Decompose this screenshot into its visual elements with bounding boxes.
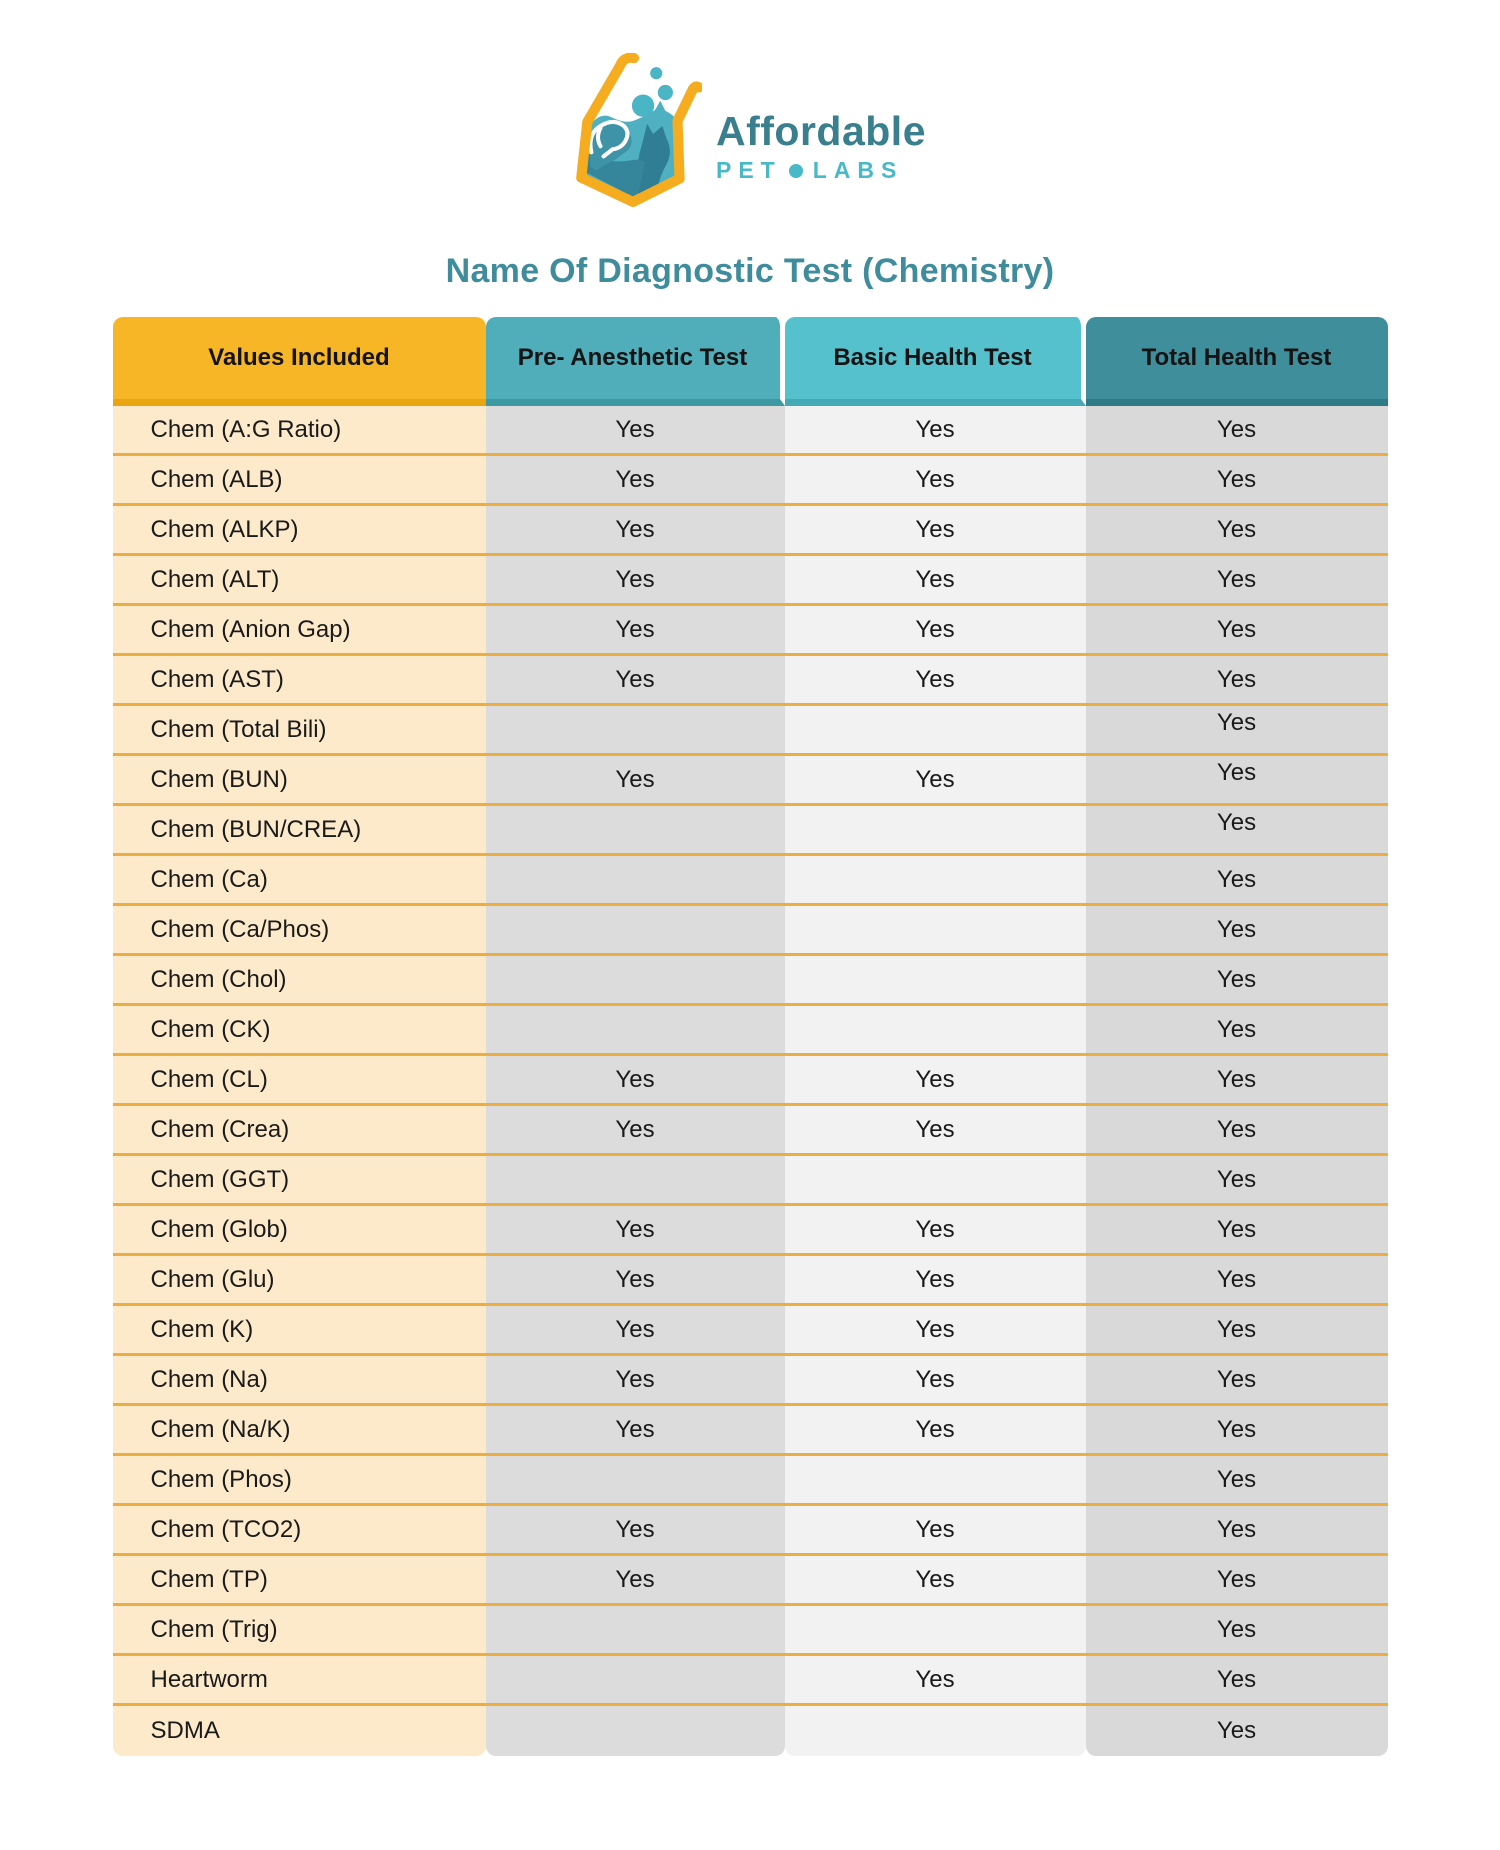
yes-cell: Yes	[486, 506, 785, 553]
row-label: Chem (BUN/CREA)	[113, 806, 486, 853]
empty-cell	[785, 1006, 1086, 1053]
yes-cell: Yes	[486, 1556, 785, 1603]
empty-cell	[785, 706, 1086, 753]
yes-cell: Yes	[1086, 1706, 1388, 1756]
row-label: Chem (Glu)	[113, 1256, 486, 1303]
empty-cell	[486, 906, 785, 953]
yes-cell: Yes	[1086, 1456, 1388, 1503]
empty-cell	[785, 1156, 1086, 1203]
flask-logo-icon	[574, 53, 702, 207]
row-label: Chem (TCO2)	[113, 1506, 486, 1553]
row-label: Chem (ALT)	[113, 556, 486, 603]
table-row	[113, 456, 1388, 506]
yes-cell: Yes	[1086, 756, 1388, 803]
empty-cell	[486, 1156, 785, 1203]
yes-cell: Yes	[1086, 906, 1388, 953]
empty-cell	[486, 956, 785, 1003]
row-label: Chem (Phos)	[113, 1456, 486, 1503]
table-row	[113, 1556, 1388, 1606]
yes-cell: Yes	[486, 756, 785, 803]
yes-cell: Yes	[486, 556, 785, 603]
yes-cell: Yes	[785, 1656, 1086, 1703]
yes-cell: Yes	[1086, 1056, 1388, 1103]
yes-cell: Yes	[1086, 1606, 1388, 1653]
row-label: Chem (CK)	[113, 1006, 486, 1053]
table-row	[113, 1256, 1388, 1306]
table-row	[113, 1206, 1388, 1256]
yes-cell: Yes	[486, 456, 785, 503]
yes-cell: Yes	[1086, 706, 1388, 753]
brand-dot-icon	[789, 164, 803, 178]
row-label: Heartworm	[113, 1656, 486, 1703]
row-label: Chem (Ca)	[113, 856, 486, 903]
yes-cell: Yes	[1086, 1556, 1388, 1603]
yes-cell: Yes	[486, 1406, 785, 1453]
yes-cell: Yes	[1086, 456, 1388, 503]
row-label: Chem (CL)	[113, 1056, 486, 1103]
yes-cell: Yes	[1086, 606, 1388, 653]
yes-cell: Yes	[785, 506, 1086, 553]
yes-cell: Yes	[785, 1306, 1086, 1353]
table-row	[113, 656, 1388, 706]
brand-text	[716, 107, 926, 184]
yes-cell: Yes	[1086, 956, 1388, 1003]
yes-cell: Yes	[1086, 1006, 1388, 1053]
row-label: Chem (TP)	[113, 1556, 486, 1603]
yes-cell: Yes	[486, 1306, 785, 1353]
yes-cell: Yes	[1086, 1156, 1388, 1203]
yes-cell: Yes	[1086, 1106, 1388, 1153]
yes-cell: Yes	[486, 1056, 785, 1103]
empty-cell	[486, 1006, 785, 1053]
yes-cell: Yes	[785, 456, 1086, 503]
yes-cell: Yes	[785, 756, 1086, 803]
column-header-total-health-test: Total Health Test	[1086, 317, 1388, 406]
table-row	[113, 1306, 1388, 1356]
table-row	[113, 1406, 1388, 1456]
empty-cell	[486, 806, 785, 853]
table-header-row	[113, 317, 1388, 406]
empty-cell	[785, 1706, 1086, 1756]
yes-cell: Yes	[486, 1106, 785, 1153]
table-row	[113, 606, 1388, 656]
yes-cell: Yes	[785, 1206, 1086, 1253]
yes-cell: Yes	[785, 1106, 1086, 1153]
row-label: Chem (AST)	[113, 656, 486, 703]
row-label: Chem (ALKP)	[113, 506, 486, 553]
table-row	[113, 1156, 1388, 1206]
table-row	[113, 806, 1388, 856]
yes-cell: Yes	[785, 1256, 1086, 1303]
yes-cell: Yes	[486, 1206, 785, 1253]
row-label: Chem (A:G Ratio)	[113, 406, 486, 453]
row-label: Chem (Ca/Phos)	[113, 906, 486, 953]
yes-cell: Yes	[785, 1506, 1086, 1553]
yes-cell: Yes	[1086, 506, 1388, 553]
table-row	[113, 1356, 1388, 1406]
row-label: Chem (BUN)	[113, 756, 486, 803]
row-label: Chem (Trig)	[113, 1606, 486, 1653]
row-label: Chem (Crea)	[113, 1106, 486, 1153]
yes-cell: Yes	[1086, 856, 1388, 903]
row-label: Chem (K)	[113, 1306, 486, 1353]
yes-cell: Yes	[1086, 1306, 1388, 1353]
empty-cell	[486, 1706, 785, 1756]
table-row	[113, 706, 1388, 756]
yes-cell: Yes	[486, 656, 785, 703]
yes-cell: Yes	[486, 1506, 785, 1553]
empty-cell	[486, 1456, 785, 1503]
table-body	[113, 406, 1388, 1756]
table-row	[113, 1106, 1388, 1156]
table-row	[113, 1706, 1388, 1756]
row-label: Chem (Total Bili)	[113, 706, 486, 753]
table-row	[113, 1056, 1388, 1106]
yes-cell: Yes	[785, 606, 1086, 653]
column-header-values-included: Values Included	[113, 317, 486, 406]
empty-cell	[486, 706, 785, 753]
column-header-pre-anesthetic-test: Pre- Anesthetic Test	[486, 317, 785, 406]
row-label: Chem (Glob)	[113, 1206, 486, 1253]
yes-cell: Yes	[1086, 1656, 1388, 1703]
yes-cell: Yes	[1086, 1356, 1388, 1403]
brand-subtitle	[716, 157, 926, 184]
row-label: Chem (Na/K)	[113, 1406, 486, 1453]
empty-cell	[785, 956, 1086, 1003]
table-row	[113, 906, 1388, 956]
yes-cell: Yes	[785, 1556, 1086, 1603]
yes-cell: Yes	[1086, 1206, 1388, 1253]
yes-cell: Yes	[785, 1406, 1086, 1453]
empty-cell	[785, 906, 1086, 953]
row-label: SDMA	[113, 1706, 486, 1756]
table-row	[113, 1606, 1388, 1656]
empty-cell	[486, 1606, 785, 1653]
brand-sub-right: LABS	[812, 157, 904, 184]
yes-cell: Yes	[1086, 1406, 1388, 1453]
yes-cell: Yes	[486, 406, 785, 453]
yes-cell: Yes	[1086, 1256, 1388, 1303]
empty-cell	[785, 806, 1086, 853]
empty-cell	[785, 1456, 1086, 1503]
empty-cell	[785, 1606, 1086, 1653]
yes-cell: Yes	[1086, 1506, 1388, 1553]
table-row	[113, 956, 1388, 1006]
yes-cell: Yes	[486, 1356, 785, 1403]
row-label: Chem (Chol)	[113, 956, 486, 1003]
yes-cell: Yes	[486, 1256, 785, 1303]
table-row	[113, 1456, 1388, 1506]
yes-cell: Yes	[785, 1356, 1086, 1403]
table-row	[113, 856, 1388, 906]
table-row	[113, 1656, 1388, 1706]
table-row	[113, 406, 1388, 456]
empty-cell	[785, 856, 1086, 903]
yes-cell: Yes	[785, 656, 1086, 703]
table-row	[113, 756, 1388, 806]
column-header-basic-health-test: Basic Health Test	[785, 317, 1086, 406]
brand-sub-left: PET	[716, 157, 782, 184]
page	[113, 0, 1388, 1756]
yes-cell: Yes	[785, 406, 1086, 453]
table-row	[113, 1506, 1388, 1556]
table-row	[113, 1006, 1388, 1056]
yes-cell: Yes	[785, 556, 1086, 603]
row-label: Chem (Anion Gap)	[113, 606, 486, 653]
page-title: Name Of Diagnostic Test (Chemistry)	[445, 252, 1055, 290]
row-label: Chem (GGT)	[113, 1156, 486, 1203]
yes-cell: Yes	[785, 1056, 1086, 1103]
row-label: Chem (Na)	[113, 1356, 486, 1403]
brand-name: Affordable	[716, 107, 926, 154]
brand-logo	[113, 0, 1388, 210]
yes-cell: Yes	[1086, 806, 1388, 853]
yes-cell: Yes	[1086, 406, 1388, 453]
table-row	[113, 506, 1388, 556]
yes-cell: Yes	[1086, 656, 1388, 703]
empty-cell	[486, 856, 785, 903]
diagnostic-test-table	[113, 317, 1388, 1756]
empty-cell	[486, 1656, 785, 1703]
yes-cell: Yes	[1086, 556, 1388, 603]
table-row	[113, 556, 1388, 606]
row-label: Chem (ALB)	[113, 456, 486, 503]
yes-cell: Yes	[486, 606, 785, 653]
